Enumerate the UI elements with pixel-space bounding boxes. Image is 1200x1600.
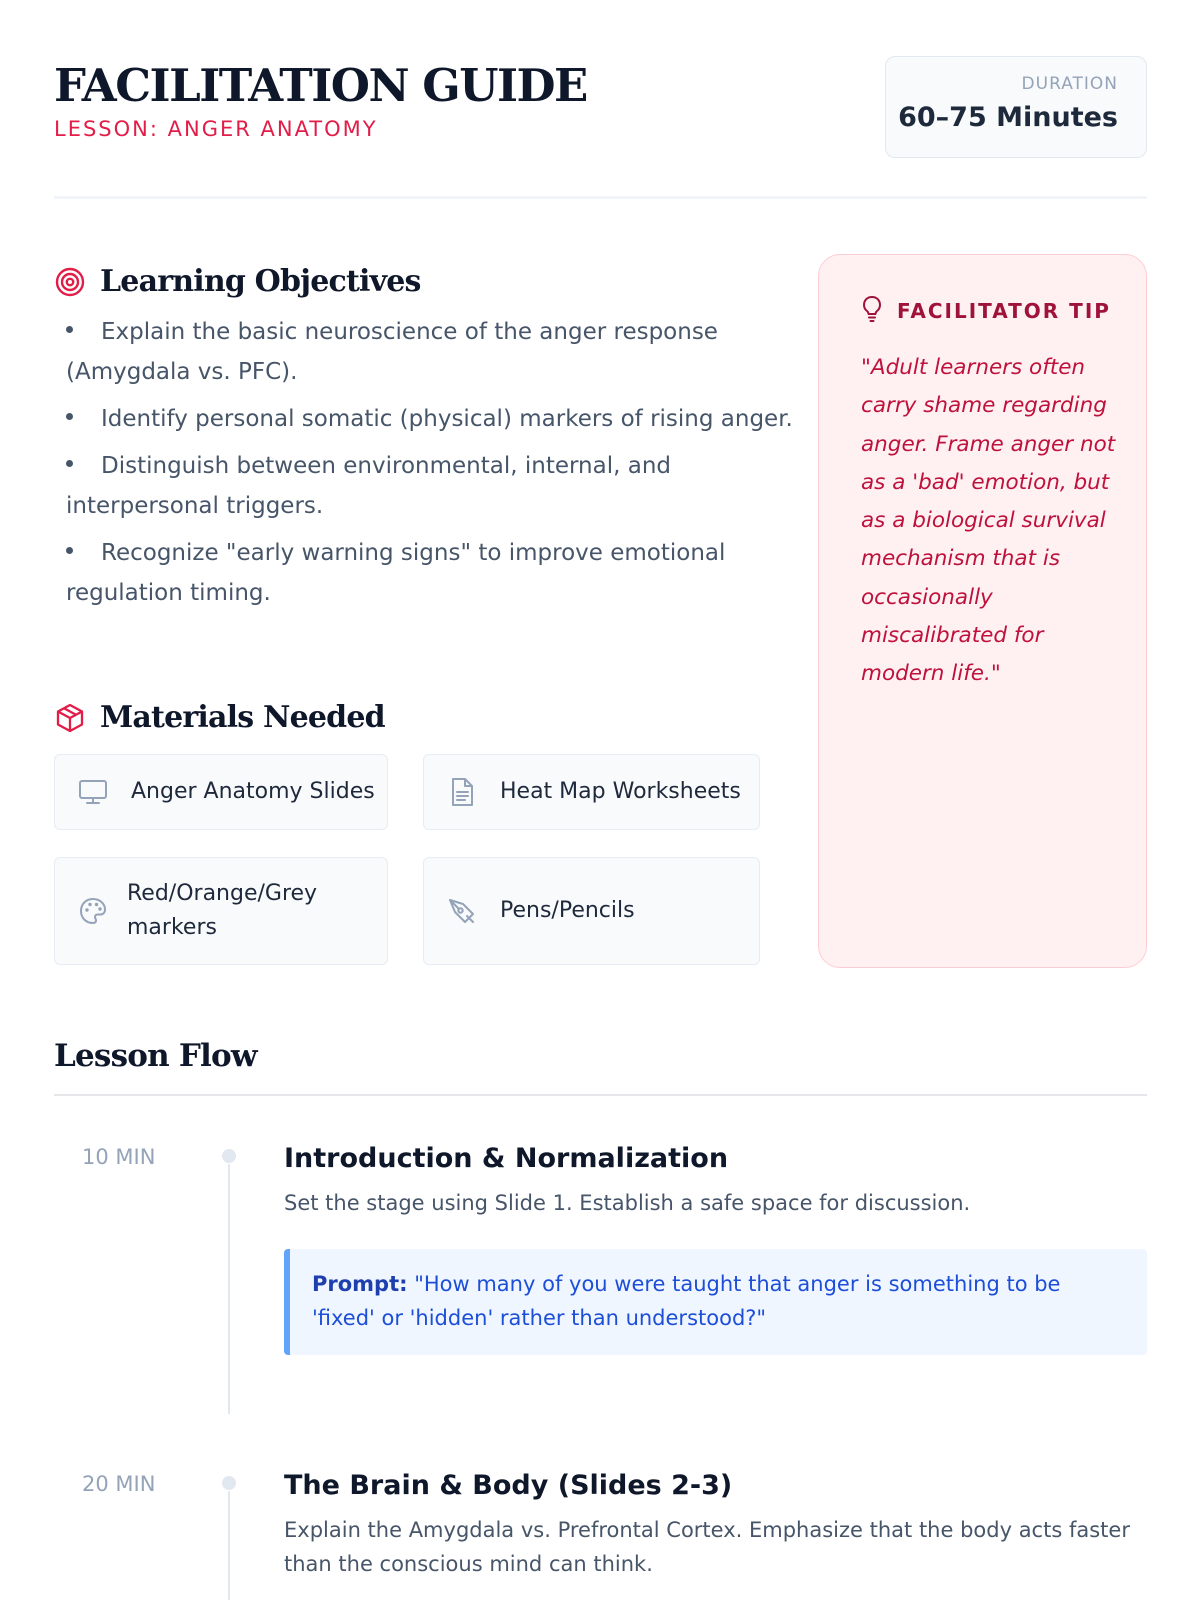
guide-header (54, 56, 1147, 156)
timeline-dot (222, 1476, 236, 1490)
duration-box (885, 56, 1147, 158)
list-item: Recognize "early warning signs" to improve emotional regulation timing. (66, 540, 726, 606)
lesson-flow-divider (54, 1094, 1147, 1096)
step-duration: 20 MIN (82, 1472, 156, 1496)
prompt-label: Prompt: (312, 1272, 408, 1296)
facilitation-guide-page (54, 0, 1147, 1600)
flow-step (54, 1469, 1147, 1600)
duration-label: DURATION (1021, 74, 1118, 94)
page-title: FACILITATION GUIDE (54, 59, 587, 112)
timeline-dot (222, 1149, 236, 1163)
header-divider (54, 196, 1147, 199)
duration-value: 60–75 Minutes (898, 102, 1118, 133)
bullet-icon (66, 413, 73, 420)
material-card-worksheets (423, 754, 760, 830)
palette-icon (77, 895, 109, 927)
box-icon (54, 702, 86, 734)
timeline-line (228, 1491, 230, 1600)
material-label: Red/Orange/Grey markers (127, 881, 318, 940)
objectives-heading: Learning Objectives (100, 264, 421, 299)
material-label: Anger Anatomy Slides (131, 779, 375, 804)
material-card-pens (423, 857, 760, 965)
bullet-icon (66, 547, 73, 554)
list-item: Explain the basic neuroscience of the anger response (Amygdala vs. PFC). (66, 319, 718, 385)
material-label: Pens/Pencils (500, 898, 635, 923)
material-card-slides (54, 754, 388, 830)
objectives-heading-row (54, 262, 774, 302)
material-card-markers (54, 857, 388, 965)
tip-title: FACILITATOR TIP (897, 299, 1111, 323)
target-icon (54, 266, 86, 298)
monitor-icon (77, 776, 109, 808)
step-title: Introduction & Normalization (284, 1143, 729, 1174)
tip-header (861, 295, 1111, 327)
lesson-flow-heading: Lesson Flow (54, 1038, 257, 1074)
pen-icon (446, 895, 478, 927)
materials-heading: Materials Needed (100, 700, 385, 735)
list-item: Distinguish between environmental, internal, and interpersonal triggers. (66, 453, 672, 519)
objectives-list (66, 312, 806, 620)
timeline-line (228, 1164, 230, 1414)
document-icon (446, 776, 478, 808)
prompt-text: "How many of you were taught that anger is something to be 'fixed' or 'hidden' rather than understood?" (312, 1272, 1061, 1330)
lightbulb-icon (861, 295, 883, 327)
step-duration: 10 MIN (82, 1145, 156, 1169)
bullet-icon (66, 326, 73, 333)
list-item: Identify personal somatic (physical) markers of rising anger. (66, 399, 806, 439)
flow-step (54, 1142, 1147, 1412)
tip-text: "Adult learners often carry shame regarding anger. Frame anger not as a 'bad' emotion, but as a biological survival mechanism that is occasionally miscalibrated for modern life." (861, 355, 1116, 687)
step-description: Explain the Amygdala vs. Prefrontal Cortex. Emphasize that the body acts faster than the conscious mind can think. (284, 1518, 1130, 1576)
material-label: Heat Map Worksheets (500, 779, 741, 804)
bullet-icon (66, 460, 73, 467)
step-title: The Brain & Body (Slides 2-3) (284, 1470, 733, 1501)
lesson-subtitle: LESSON: ANGER ANATOMY (54, 117, 378, 141)
step-description: Set the stage using Slide 1. Establish a safe space for discussion. (284, 1191, 971, 1215)
prompt-callout (284, 1249, 1147, 1355)
facilitator-tip-card (818, 254, 1147, 968)
materials-heading-row (54, 698, 385, 738)
